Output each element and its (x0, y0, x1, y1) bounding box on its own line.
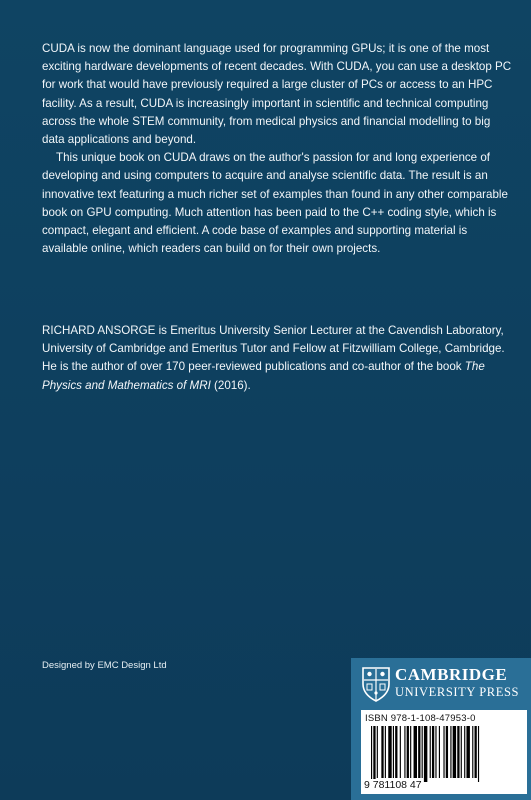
barcode-bar (439, 726, 440, 778)
barcode-bar (478, 726, 479, 782)
barcode-bar (450, 726, 451, 778)
author-bio-tail: (2016). (210, 378, 251, 392)
barcode-bar (371, 726, 372, 782)
barcode-bar (453, 726, 456, 778)
barcode-digits: 9 781108 47 (364, 779, 422, 791)
publisher-name: CAMBRIDGE (395, 665, 508, 684)
publisher-panel (351, 658, 531, 800)
barcode-bar (457, 726, 459, 778)
barcode-icon (363, 726, 525, 782)
book-blurb (42, 40, 512, 258)
barcode-bar (435, 726, 436, 778)
barcode-bar (410, 726, 411, 778)
barcode-bar (443, 726, 444, 778)
barcode-bar (395, 726, 397, 778)
barcode-bar (373, 726, 375, 782)
barcode-bar (422, 726, 423, 778)
barcode-bar (464, 726, 465, 778)
barcode-bar (407, 726, 409, 778)
publisher-subtitle: UNIVERSITY PRESS (395, 685, 520, 699)
designer-credit: Designed by EMC Design Ltd (42, 660, 167, 671)
barcode-bar (418, 726, 420, 778)
barcode-bar (461, 726, 462, 778)
barcode-bar (472, 726, 473, 778)
barcode-bar (404, 726, 405, 778)
barcode-bar (475, 726, 477, 778)
barcode-bar (424, 726, 427, 782)
barcode-bar (432, 726, 434, 778)
barcode-bar (388, 726, 391, 778)
author-bio-text (42, 322, 512, 395)
barcode-bar (414, 726, 417, 778)
isbn-barcode-box (361, 710, 527, 794)
blurb-paragraph-1: CUDA is now the dominant language used for programming GPUs; it is one of the most exciting hardware developments of recent decades. With CUDA, you can use a desktop PC for work that would have previously required a large cluster of PCs or access to an HPC facility. As a result, CUDA is increasingly important in scientific and technical computing across the whole STEM community, from medical physics and financial modelling to big data applications and beyond. (42, 42, 512, 147)
barcode-bar (381, 726, 383, 778)
cambridge-shield-icon (361, 666, 391, 702)
barcode-bar (385, 726, 386, 778)
author-book-title: The Physics and Mathematics of MRI (42, 360, 485, 392)
blurb-paragraph-2: This unique book on CUDA draws on the author's passion for and long experience of developing and using computers to acquire and analyse scientific data. The result is an innovative text featuring a much richer set of examples than found in any other comparable book on GPU computing. Much attention has been paid to the C++ coding style, which is compact, elegant and efficient. A code base of examples and supporting material is available online, which readers can build on for their own projects. (42, 151, 508, 256)
author-bio-lead: RICHARD ANSORGE is Emeritus University Senior Lecturer at the Cavendish Laboratory, University of Cambridge and Emeritus Tutor and Fellow at Fitzwilliam College, Cambridge. He is the author of over 170 peer-reviewed publications and co-author of the book (42, 324, 505, 374)
author-bio (42, 322, 512, 395)
barcode-bar (377, 726, 378, 778)
barcode-bar (430, 726, 431, 778)
barcode-bar (393, 726, 394, 778)
barcode-bar (446, 726, 448, 778)
barcode-bar (400, 726, 401, 778)
isbn-label: ISBN 978-1-108-47953-0 (365, 713, 476, 724)
barcode-bar (466, 726, 469, 778)
